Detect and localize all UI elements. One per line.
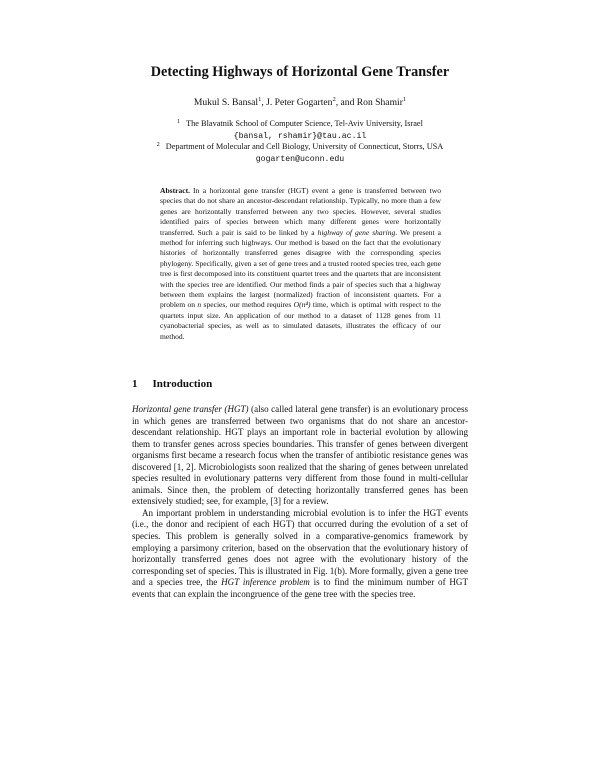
author-list: [0, 97, 600, 108]
term-emphasis: Horizontal gene transfer (HGT): [132, 404, 249, 414]
affiliation-mark: 1: [177, 119, 181, 125]
abstract-label: Abstract.: [160, 186, 190, 195]
affiliation-text: The Blavatnik School of Computer Science, Tel-Aviv University, Israel: [186, 119, 423, 128]
paragraph-text: (also called lateral gene transfer) is an evolutionary process in which genes are transferred between two organisms that do not share an ancestor-descendant relationship. HGT plays an important role in bacterial evolution by allowing them to transfer genes across species boundaries. This transfer of genes between divergent organisms first became a research focus when the transfer of antibiotic resistance genes was discovered [1, 2]. Microbiologists soon realized that the sharing of genes between unrelated species resulted in evolutionary patterns very different from those found in multi-cellular animals. Since then, the problem of detecting horizontally transferred genes has been extensively studied; see, for example, [3] for a review.: [132, 404, 468, 507]
affiliation-1: [0, 118, 600, 130]
abstract-text: In a horizontal gene transfer (HGT) event a gene is transferred between two species that do not share an ancestor-descendant relationship. Typically, no more than a few genes are horizontally transferred between any two species. However, several studies identified pairs of species between which many different genes were horizontally transferred. Such a pair is said to be linked by a: [160, 186, 441, 237]
author-separator: ,: [261, 97, 267, 108]
abstract-text: . We present a method for inferring such highways. Our method is based on the fact that the evolutionary histories of horizontally transferred genes disagree with the corresponding species phylogeny. Specifically, given a set of gene trees and a trusted rooted species tree, each gene tree is first decomposed into its constituent quartet trees and the quartets that are inconsistent with the species tree are identified. Our method finds a pair of species such that a highway between them explains the largest (normalized) fraction of inconsistent quartets. For a problem on: [160, 227, 441, 310]
section-heading: [132, 378, 212, 390]
paragraph: [132, 404, 468, 508]
email-address: {bansal, rshamir}@tau.ac.il: [233, 132, 367, 141]
term-emphasis: HGT inference problem: [221, 577, 310, 588]
author-separator: , and: [335, 97, 357, 108]
author-name: J. Peter Gogarten: [266, 97, 333, 108]
author-affiliation-mark: 2: [332, 96, 336, 103]
affiliation-2: [0, 141, 600, 153]
author-affiliation-mark: 1: [402, 96, 407, 103]
paragraph: [132, 508, 468, 600]
author-name: Ron Shamir: [356, 97, 403, 108]
section-body: [132, 404, 468, 600]
complexity-formula: O(n⁴): [293, 300, 311, 310]
affiliation-text: Department of Molecular and Cell Biology, University of Connecticut, Storrs, USA: [165, 142, 444, 151]
paragraph-text: is to find the minimum number of HGT events that can explain the incongruence of the gene tree with the species tree.: [132, 577, 468, 599]
abstract: [160, 186, 441, 342]
abstract-text: species, our method requires: [201, 300, 294, 310]
math-variable: n: [197, 300, 202, 310]
email-address: gogarten@uconn.edu: [255, 155, 345, 164]
author-name: Mukul S. Bansal: [193, 97, 259, 108]
paper-title: Detecting Highways of Horizontal Gene Transfer: [150, 64, 450, 80]
affiliation-2-email: [0, 153, 600, 166]
section-title: Introduction: [152, 378, 213, 390]
paragraph-text: An important problem in understanding microbial evolution is to infer the HGT events (i.e., the donor and recipient of each HGT) that occurred during the evolution of a set of species. This problem is generally solved in a comparative-genomics framework by employing a parsimony criterion, based on the observation that the evolutionary history of horizontally transferred genes does not agree with the evolutionary history of the corresponding set of species. This is illustrated in Fig. 1(b). More formally, given a gene tree and a species tree, the: [132, 507, 468, 588]
abstract-emphasis: highway of gene sharing: [317, 227, 396, 237]
abstract-text: time, which is optimal with respect to the quartets input size. An application of our method to a dataset of 1128 genes from 11 cyanobacterial species, as well as to simulated datasets, illustrates the efficacy of our method.: [160, 300, 441, 341]
author-affiliation-mark: 1: [258, 96, 262, 103]
section-number: 1: [132, 378, 138, 390]
affiliation-mark: 2: [156, 142, 160, 148]
